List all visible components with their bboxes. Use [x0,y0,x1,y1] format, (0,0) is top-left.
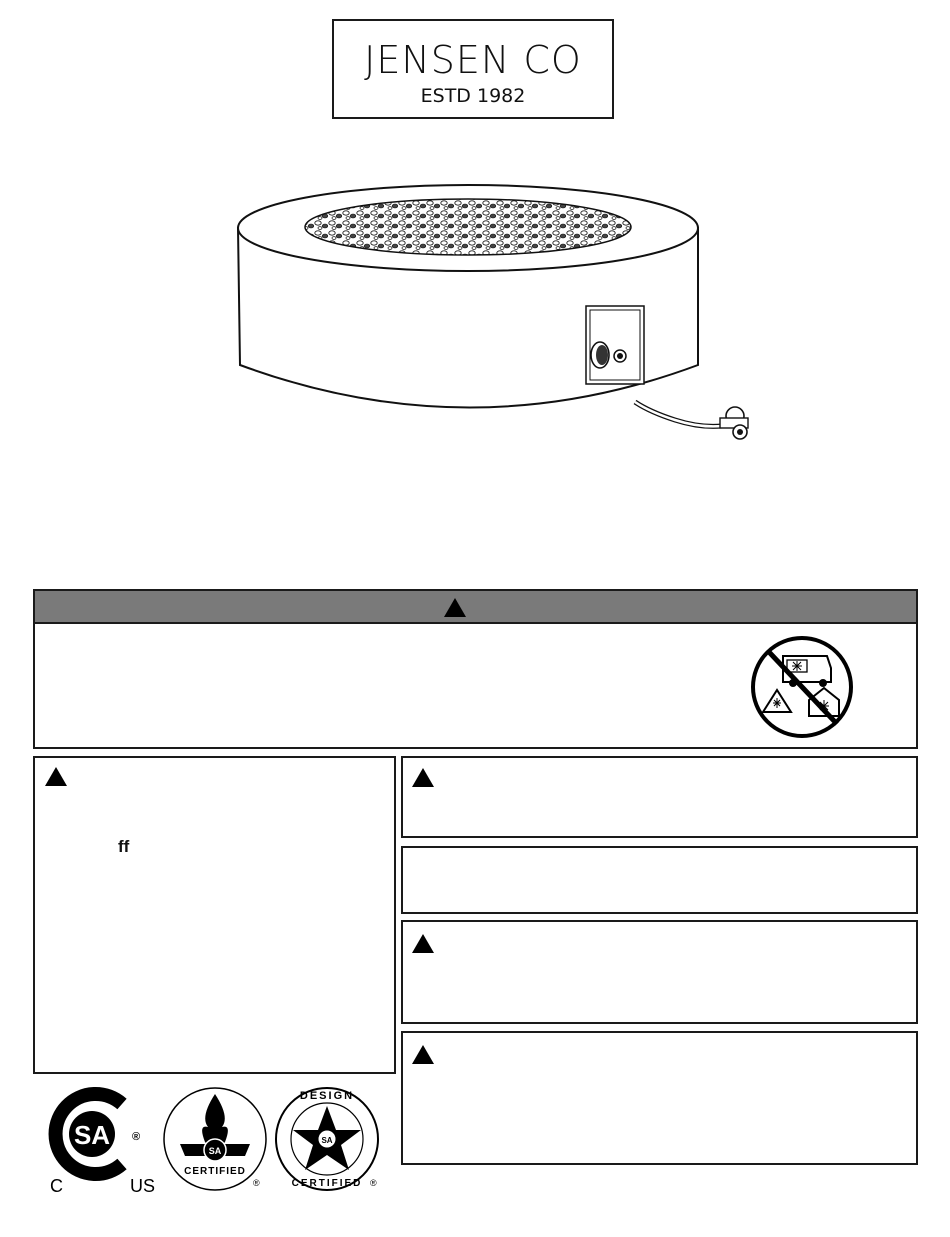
flame-certified-seal [164,1088,266,1190]
design-seal-top: DESIGN [299,1090,355,1102]
flame-seal-label: CERTIFIED [184,1166,246,1177]
right-warning-box-1 [401,756,918,838]
design-seal-reg: ® [370,1178,377,1188]
danger-banner [33,589,918,624]
warning-triangle-icon [411,933,435,954]
left-warning-box [33,756,396,1074]
design-seal-bottom: CERTIFIED [291,1178,363,1189]
csa-c-label: C [50,1176,63,1196]
right-warning-box-3 [401,920,918,1024]
warning-triangle-icon [44,766,68,787]
left-warning-fragment: ff [118,837,130,856]
brand-name: JENSEN CO [364,38,582,82]
right-warning-box-4 [401,1031,918,1165]
csa-reg-mark: ® [132,1131,141,1143]
brand-logo [332,19,614,119]
established-year: ESTD 1982 [420,85,526,107]
csa-certification-mark [50,1094,155,1196]
danger-box [33,622,918,749]
design-certified-seal [276,1088,378,1190]
right-notice-box-2 [401,846,918,914]
svg-text:SA: SA [321,1136,333,1145]
warning-triangle-icon [443,597,467,618]
svg-text:SA: SA [73,1120,111,1150]
warning-triangle-icon [411,767,435,788]
csa-us-label: US [130,1176,156,1196]
certification-logos [40,1082,390,1197]
no-indoor-use-icon [749,634,855,740]
warning-triangle-icon [411,1044,435,1065]
svg-text:SA: SA [208,1146,222,1156]
flame-seal-reg: ® [253,1178,260,1188]
fire-pit-illustration [230,180,760,445]
